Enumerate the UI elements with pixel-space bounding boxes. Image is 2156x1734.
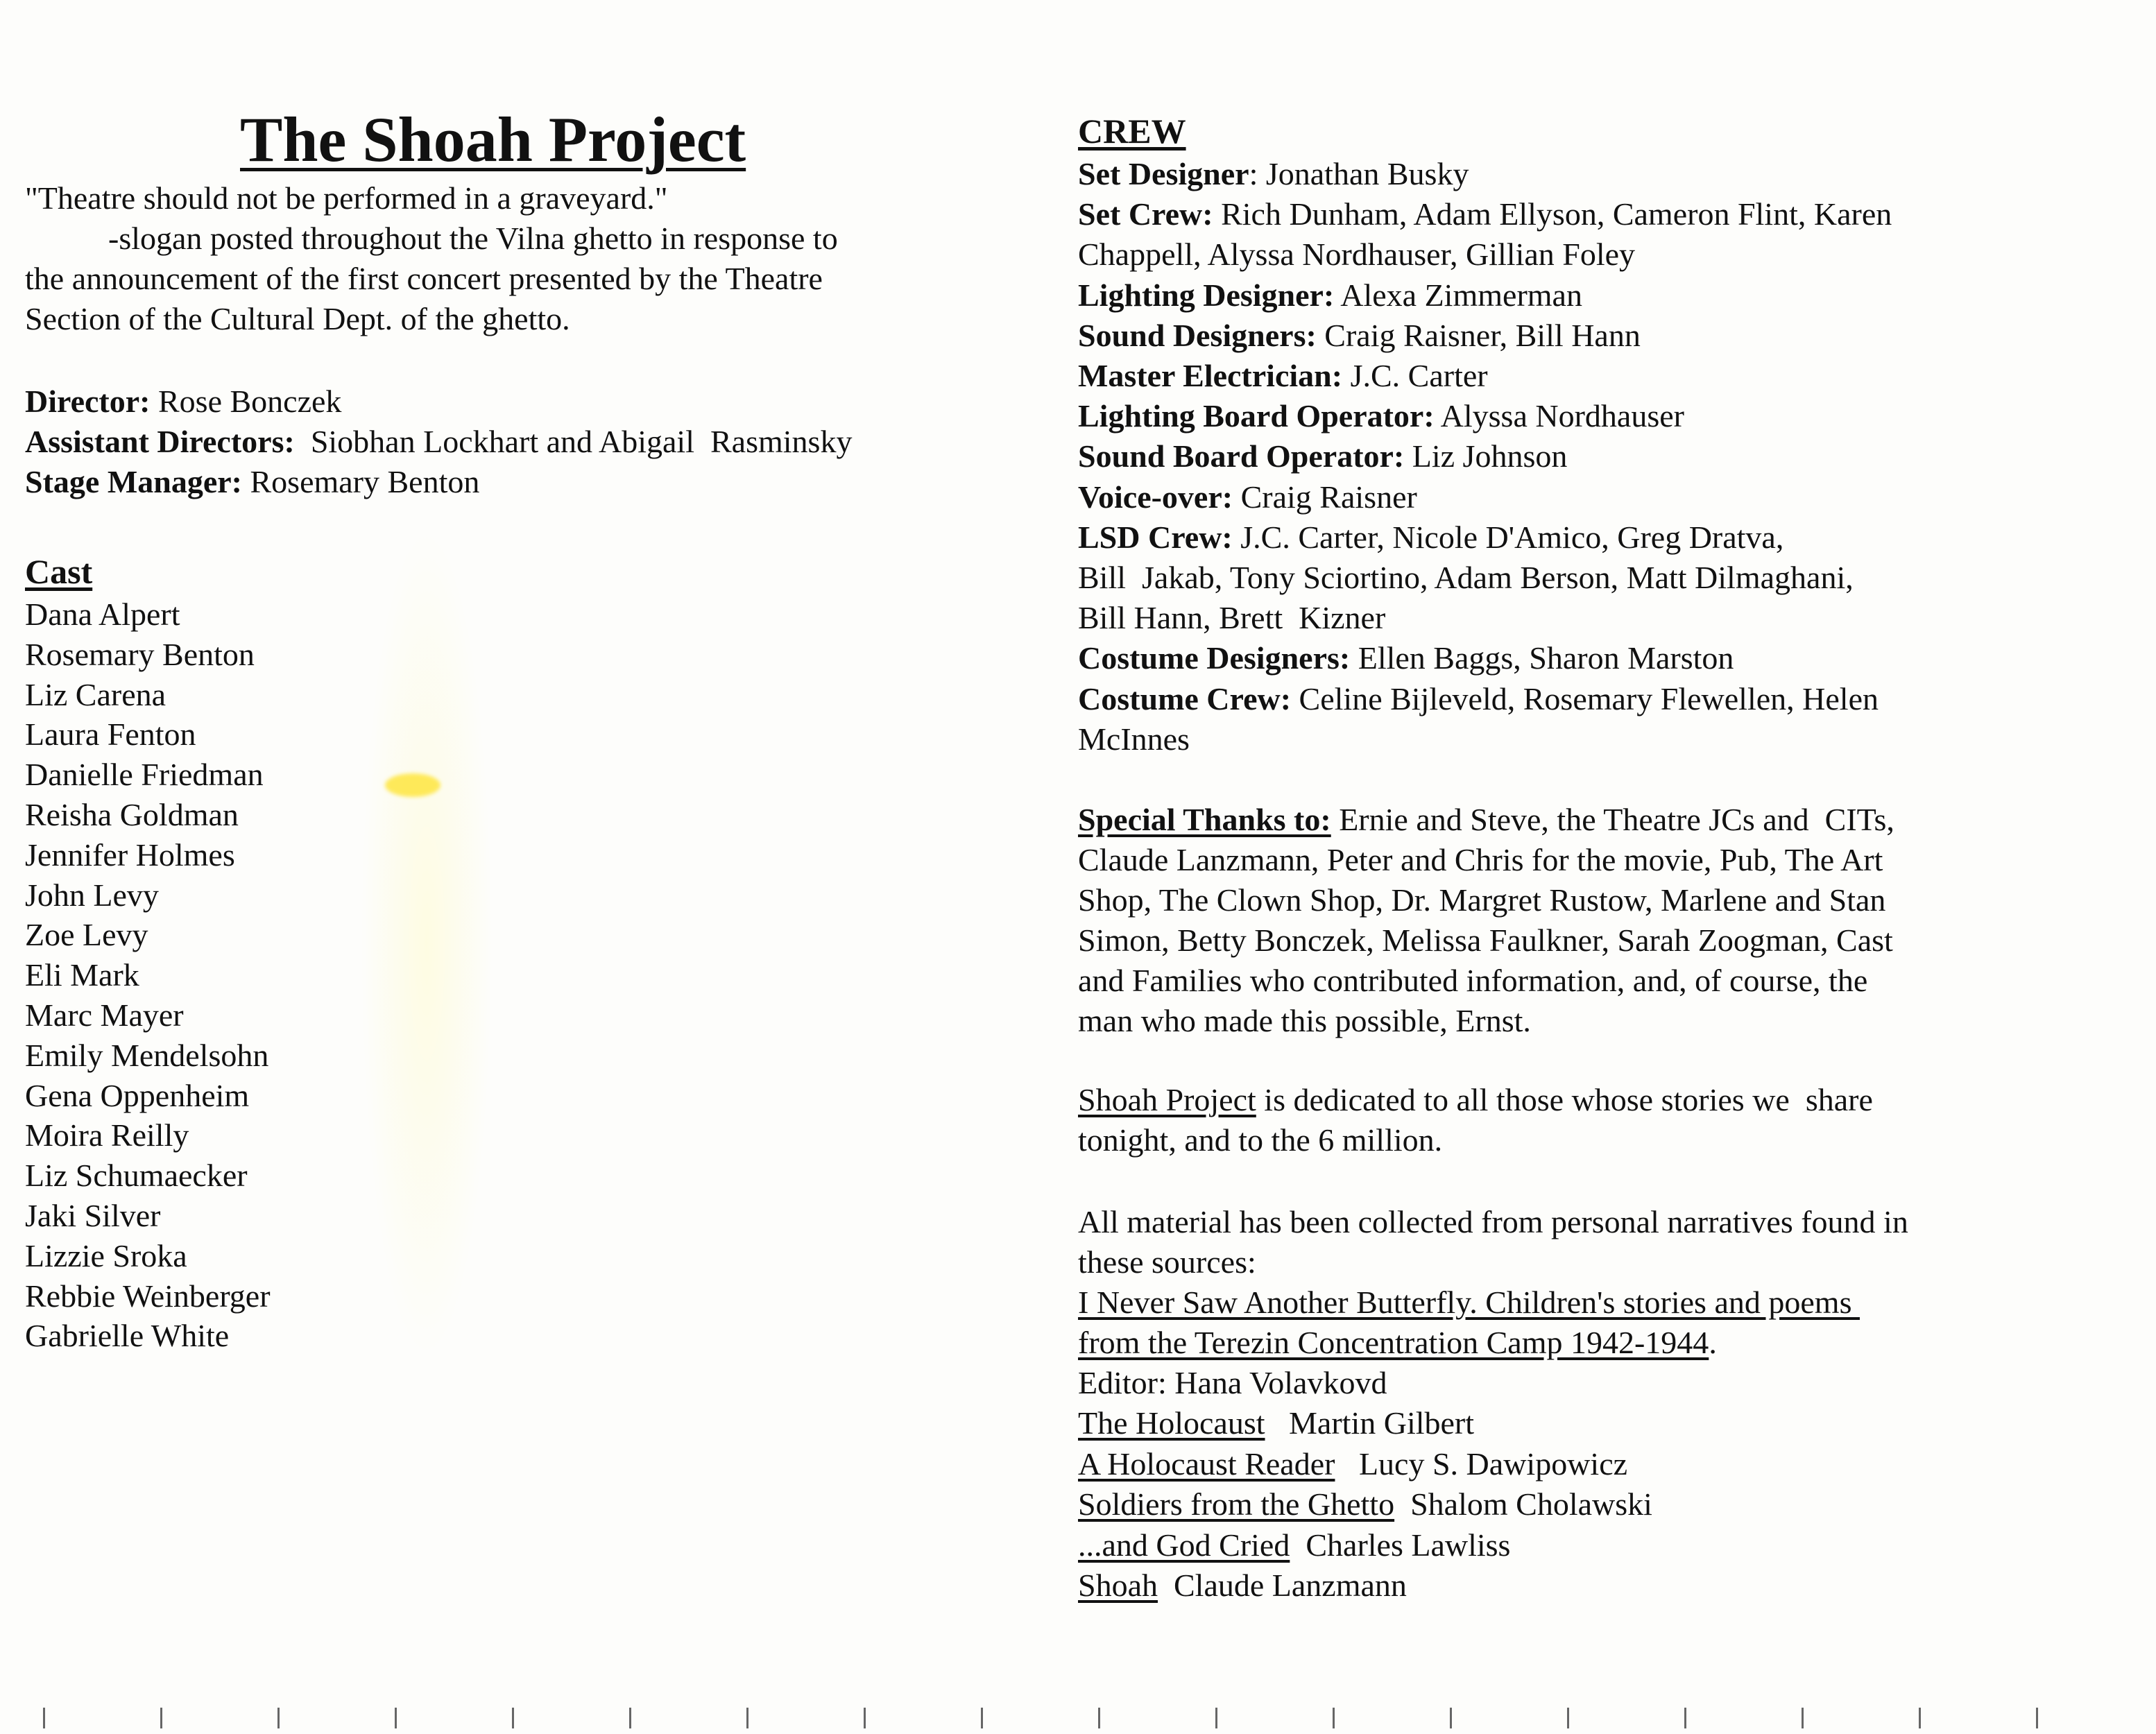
thanks-line [1078,800,1894,840]
crew-names: Craig Raisner, Bill Hann [1324,317,1641,353]
cast-member: Emily Mendelsohn [25,1037,269,1073]
thanks-line: and Families who contributed information, and, of course, the [1078,963,1868,998]
page-title: The Shoah Project [240,104,746,175]
crew-names: Liz Johnson [1412,438,1568,474]
crew-line [1078,558,1854,598]
crew-names: J.C. Carter, Nicole D'Amico, Greg Dratva, [1240,519,1784,555]
crew-role: Costume Crew: [1078,680,1292,716]
crew-separator [1291,681,1299,716]
perforation-tick [1098,1708,1100,1728]
perforation-tick [1684,1708,1686,1728]
perforation-tick [160,1708,162,1728]
cast-member: Lizzie Sroka [25,1237,187,1273]
crew-line [1078,679,1879,719]
crew-role: Master Electrician: [1078,358,1343,393]
perforation-tick [1450,1708,1452,1728]
source-title-end: . [1709,1325,1717,1360]
cast-member: Dana Alpert [25,596,180,632]
crew-line [1078,316,1641,356]
book-title: Soldiers from the Ghetto [1078,1486,1395,1522]
crew-heading: CREW [1078,112,1186,151]
crew-line [1078,234,1635,275]
cast-member: Liz Carena [25,676,166,712]
source-title-text: I Never Saw Another Butterfly. Children's stories and poems [1078,1285,1860,1320]
dedication-text: is dedicated to all those whose stories we share [1256,1082,1873,1117]
crew-names: Alexa Zimmerman [1340,277,1582,313]
crew-separator [1317,318,1325,353]
crew-line [1078,194,1892,234]
source-title-text: from the Terezin Concentration Camp 1942-1944 [1078,1325,1709,1360]
thanks-line: Claude Lanzmann, Peter and Chris for the movie, Pub, The Art [1078,842,1883,877]
perforation-tick [1919,1708,1921,1728]
cast-member: Gena Oppenheim [25,1077,250,1113]
director-line [25,381,341,422]
crew-separator [1233,479,1241,515]
sources-intro: All material has been collected from personal narratives found in [1078,1204,1908,1239]
dedication-line [1078,1080,1873,1120]
perforation-tick [1567,1708,1569,1728]
crew-separator: : [1249,156,1266,191]
thanks-line: Simon, Betty Bonczek, Melissa Faulkner, Sarah Zoogman, Cast [1078,922,1893,958]
crew-line [1078,154,1469,194]
cast-member: Gabrielle White [25,1318,230,1354]
crew-role: Set Crew: [1078,196,1213,232]
crew-names: Chappell, Alyssa Nordhauser, Gillian Foley [1078,237,1636,273]
epigraph-line: Section of the Cultural Dept. of the ghetto. [25,301,570,336]
crew-line [1078,517,1783,558]
crew-line [1078,719,1190,759]
crew-names: Alyssa Nordhauser [1440,398,1684,434]
crew-names: Jonathan Busky [1265,156,1469,191]
cast-member: Eli Mark [25,957,139,993]
perforation-tick [395,1708,397,1728]
source-book [1078,1403,1474,1443]
cast-member: Rosemary Benton [25,636,255,672]
crew-line [1078,356,1488,396]
perforation-tick [43,1708,45,1728]
staff-role: Assistant Directors: [25,424,295,459]
crew-role: Voice-over: [1078,479,1233,515]
perforation-tick [629,1708,631,1728]
yellow-stain [385,773,440,797]
crew-separator [1435,398,1441,434]
crew-separator [1233,520,1241,555]
perforation-tick [746,1708,748,1728]
crew-line [1078,477,1417,517]
book-title: ...and God Cried [1078,1527,1290,1563]
sources-intro: these sources: [1078,1244,1256,1280]
cast-member: Liz Schumaecker [25,1158,248,1194]
crew-separator [1404,438,1412,474]
crew-names: Rich Dunham, Adam Ellyson, Cameron Flint, Karen [1221,196,1892,232]
source-book [1078,1484,1652,1525]
book-author: Charles Lawliss [1290,1527,1511,1563]
cast-member: Rebbie Weinberger [25,1278,271,1314]
crew-role: Lighting Board Operator: [1078,398,1435,434]
crew-separator [1334,277,1340,313]
cast-member: Danielle Friedman [25,757,264,793]
dedication-title: Shoah Project [1078,1082,1256,1117]
cast-member: John Levy [25,877,159,913]
source-editor: Editor: Hana Volavkovd [1078,1365,1387,1400]
epigraph-line: the announcement of the first concert presented by the Theatre [25,261,823,296]
thanks-line: man who made this possible, Ernst. [1078,1003,1531,1038]
source-book [1078,1444,1627,1484]
cast-member: Reisha Goldman [25,797,239,832]
crew-names: Bill Hann, Brett Kizner [1078,600,1386,636]
crew-names: Craig Raisner [1240,479,1417,515]
crew-separator [1213,196,1222,232]
crew-role: Costume Designers: [1078,640,1351,676]
stage-manager-line [25,462,479,502]
book-title: The Holocaust [1078,1405,1265,1441]
perforation-tick [1215,1708,1217,1728]
crew-line [1078,396,1684,436]
crew-names: McInnes [1078,721,1190,757]
cast-member: Zoe Levy [25,917,148,953]
source-book [1078,1565,1407,1606]
crew-role: Set Designer [1078,156,1249,191]
book-author: Martin Gilbert [1265,1405,1475,1441]
source-book [1078,1525,1510,1565]
book-author: Lucy S. Dawipowicz [1335,1445,1628,1482]
staff-role: Stage Manager: [25,464,242,499]
book-author: Claude Lanzmann [1158,1568,1407,1603]
cast-member: Marc Mayer [25,997,184,1033]
perforation-tick [1333,1708,1335,1728]
dedication-line: tonight, and to the 6 million. [1078,1122,1443,1158]
perforation-tick [1802,1708,1804,1728]
crew-line [1078,436,1567,477]
perforation-tick [981,1708,983,1728]
crew-role: LSD Crew: [1078,519,1233,555]
book-title: A Holocaust Reader [1078,1445,1335,1482]
crew-role: Sound Designers: [1078,317,1317,353]
cast-member: Moira Reilly [25,1117,189,1153]
staff-role: Director: [25,384,151,419]
perforation-tick [277,1708,280,1728]
epigraph-quote: "Theatre should not be performed in a graveyard." [25,180,668,216]
crew-names: Celine Bijleveld, Rosemary Flewellen, Helen [1299,680,1879,716]
perforation-tick [864,1708,866,1728]
staff-names: Rose Bonczek [150,384,342,419]
crew-line [1078,275,1582,316]
crew-role: Lighting Designer: [1078,277,1335,313]
perforation-edge [0,1708,2156,1733]
book-title: Shoah [1078,1568,1158,1603]
staff-names: Siobhan Lockhart and Abigail Rasminsky [294,424,853,459]
cast-member: Jennifer Holmes [25,836,235,873]
thanks-heading: Special Thanks to: [1078,802,1331,837]
crew-names: J.C. Carter [1350,358,1488,393]
thanks-text: Ernie and Steve, the Theatre JCs and CITs, [1331,802,1894,837]
book-author: Shalom Cholawski [1394,1486,1652,1522]
cast-member: Jaki Silver [25,1198,161,1233]
cast-member: Laura Fenton [25,716,196,753]
crew-separator [1342,358,1351,393]
crew-line [1078,638,1734,678]
thanks-line: Shop, The Clown Shop, Dr. Margret Rustow, Marlene and Stan [1078,882,1886,918]
paper-discoloration [361,527,493,1359]
perforation-tick [512,1708,514,1728]
cast-heading: Cast [25,552,93,591]
crew-names: Bill Jakab, Tony Sciortino, Adam Berson, Matt Dilmaghani, [1078,560,1854,595]
crew-line [1078,598,1385,638]
source-title [1078,1323,1717,1363]
crew-names: Ellen Baggs, Sharon Marston [1358,640,1734,676]
staff-names: Rosemary Benton [241,464,480,499]
crew-separator [1350,640,1358,676]
crew-role: Sound Board Operator: [1078,438,1405,474]
assistant-directors-line [25,422,852,462]
source-title [1078,1282,1860,1323]
perforation-tick [2036,1708,2038,1728]
epigraph-line: -slogan posted throughout the Vilna ghetto in response to [108,221,838,256]
